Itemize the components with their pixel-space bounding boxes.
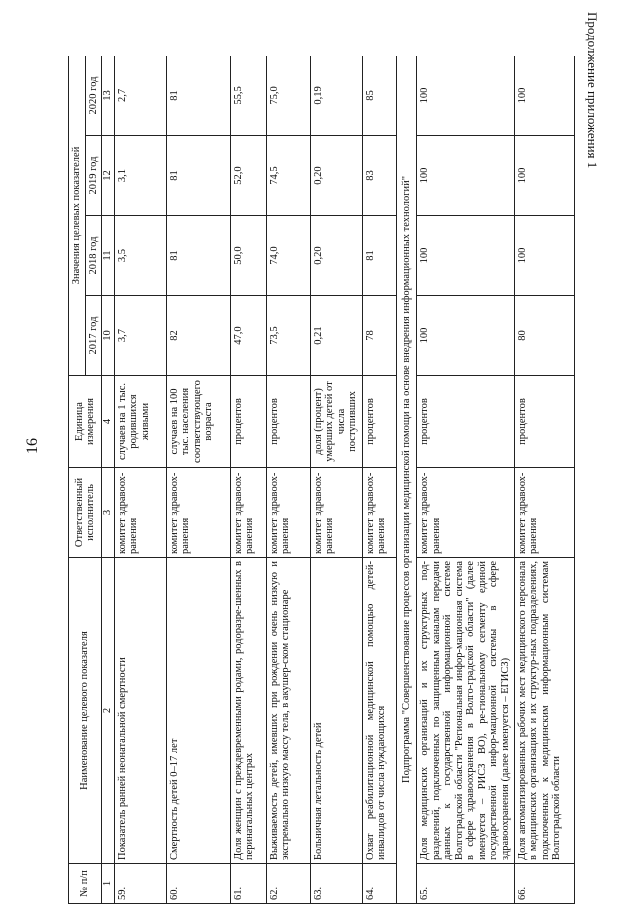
value-2019: 3,1	[114, 136, 166, 216]
value-2019: 100	[514, 136, 574, 216]
header-unit: Единица измерения	[69, 376, 102, 468]
responsible-cell: комитет здравоох-ранения	[230, 468, 266, 558]
page-number: 16	[24, 438, 41, 454]
unit-cell: процентов	[266, 376, 310, 468]
row-number: 59.	[114, 864, 166, 904]
value-2017: 3,7	[114, 296, 166, 376]
row-number: 66.	[514, 864, 574, 904]
value-2018: 81	[166, 216, 230, 296]
header-values-group: Значения целевых показателей	[69, 56, 86, 376]
value-2019: 52,0	[230, 136, 266, 216]
value-2020: 81	[166, 56, 230, 136]
row-number: 63.	[310, 864, 362, 904]
value-2018: 100	[514, 216, 574, 296]
indicators-table	[68, 56, 575, 904]
value-2018: 74,0	[266, 216, 310, 296]
value-2019: 100	[417, 136, 514, 216]
value-2017: 78	[362, 296, 396, 376]
column-number: 3	[102, 468, 115, 558]
value-2017: 47,0	[230, 296, 266, 376]
unit-cell: случаев на 1 тыс. родившихся живыми	[114, 376, 166, 468]
value-2020: 100	[417, 56, 514, 136]
table-row	[166, 56, 230, 904]
indicator-name: Показатель ранней неонатальной смертности	[114, 558, 166, 864]
responsible-cell: комитет здравоох-ранения	[362, 468, 396, 558]
header-year: 2020 год	[85, 56, 102, 136]
value-2017: 82	[166, 296, 230, 376]
value-2018: 100	[417, 216, 514, 296]
value-2018: 50,0	[230, 216, 266, 296]
value-2019: 0,20	[310, 136, 362, 216]
row-number: 61.	[230, 864, 266, 904]
subprogram-row	[396, 56, 417, 904]
header-name: Наименование целевого показателя	[69, 558, 102, 864]
column-numbers-row	[102, 56, 115, 904]
value-2020: 0,19	[310, 56, 362, 136]
unit-cell: процентов	[417, 376, 514, 468]
value-2018: 81	[362, 216, 396, 296]
responsible-cell: комитет здравоох-ранения	[114, 468, 166, 558]
value-2020: 75,0	[266, 56, 310, 136]
responsible-cell: комитет здравоох-ранения	[514, 468, 574, 558]
indicator-name: Выживаемость детей, имевших при рождении очень низкую и экстремально низкую массу тела, в акушер-ском стационаре	[266, 558, 310, 864]
row-number: 65.	[417, 864, 514, 904]
table-row	[417, 56, 514, 904]
indicator-name: Доля женщин с преждевременными родами, родоразре-шенных в перинатальных центрах	[230, 558, 266, 864]
header-no: № п/п	[69, 864, 102, 904]
header-row-1	[69, 56, 86, 904]
value-2020: 85	[362, 56, 396, 136]
value-2018: 0,20	[310, 216, 362, 296]
responsible-cell: комитет здравоох-ранения	[266, 468, 310, 558]
table-row	[310, 56, 362, 904]
responsible-cell: комитет здравоох-ранения	[417, 468, 514, 558]
header-year: 2019 год	[85, 136, 102, 216]
indicator-name: Доля автоматизированных рабочих мест медицинского персонала в медицинских организациях и их структур-ных подразделениях, подключенных к медицинским информационным системам Волгоградской области	[514, 558, 574, 864]
row-number: 62.	[266, 864, 310, 904]
indicator-name: Охват реабилитационной медицинской помощью детей-инвалидов от числа нуждающихся	[362, 558, 396, 864]
indicator-name: Смертность детей 0–17 лет	[166, 558, 230, 864]
subprogram-title: Подпрограмма "Совершенствование процессов организации медицинской помощи на основе внедрения информационных технологий"	[396, 56, 417, 904]
unit-cell: процентов	[514, 376, 574, 468]
column-number: 13	[102, 56, 115, 136]
row-number: 64.	[362, 864, 396, 904]
column-number: 2	[102, 558, 115, 864]
value-2017: 80	[514, 296, 574, 376]
column-number: 12	[102, 136, 115, 216]
column-number: 10	[102, 296, 115, 376]
rotated-page	[68, 56, 588, 904]
value-2019: 83	[362, 136, 396, 216]
value-2017: 73,5	[266, 296, 310, 376]
table-row	[230, 56, 266, 904]
value-2017: 100	[417, 296, 514, 376]
value-2020: 100	[514, 56, 574, 136]
table-row	[514, 56, 574, 904]
responsible-cell: комитет здравоох-ранения	[166, 468, 230, 558]
indicator-name: Доля медицинских организаций и их структурных под-разделений, подключенных по защищенным каналам передачи данных к государственной информационной системе Волгоградской области "Региональная инфор-мационная система в сфере здравоохранения в Волго-градской области" (далее именуется – РИСЗ ВО), ре-гиональному сегменту единой государственной инфор-мационной системы в сфере здравоохранения (далее именуется – ЕГИСЗ)	[417, 558, 514, 864]
column-number: 1	[102, 864, 115, 904]
column-number: 4	[102, 376, 115, 468]
unit-cell: случаев на 100 тыс. населения соответствующего возраста	[166, 376, 230, 468]
table-row	[266, 56, 310, 904]
header-year: 2018 год	[85, 216, 102, 296]
table-row	[362, 56, 396, 904]
value-2020: 2,7	[114, 56, 166, 136]
table-row	[114, 56, 166, 904]
value-2018: 3,5	[114, 216, 166, 296]
unit-cell: доля (процент) умерших детей от числа поступивших	[310, 376, 362, 468]
rotated-table-frame	[68, 56, 588, 904]
unit-cell: процентов	[362, 376, 396, 468]
value-2017: 0,21	[310, 296, 362, 376]
header-responsible: Ответственный исполнитель	[69, 468, 102, 558]
continuation-label: Продолжение приложения 1	[585, 12, 600, 169]
indicator-name: Больничная летальность детей	[310, 558, 362, 864]
column-number: 11	[102, 216, 115, 296]
responsible-cell: комитет здравоох-ранения	[310, 468, 362, 558]
value-2019: 74,5	[266, 136, 310, 216]
value-2020: 55,5	[230, 56, 266, 136]
value-2019: 81	[166, 136, 230, 216]
unit-cell: процентов	[230, 376, 266, 468]
header-year: 2017 год	[85, 296, 102, 376]
row-number: 60.	[166, 864, 230, 904]
